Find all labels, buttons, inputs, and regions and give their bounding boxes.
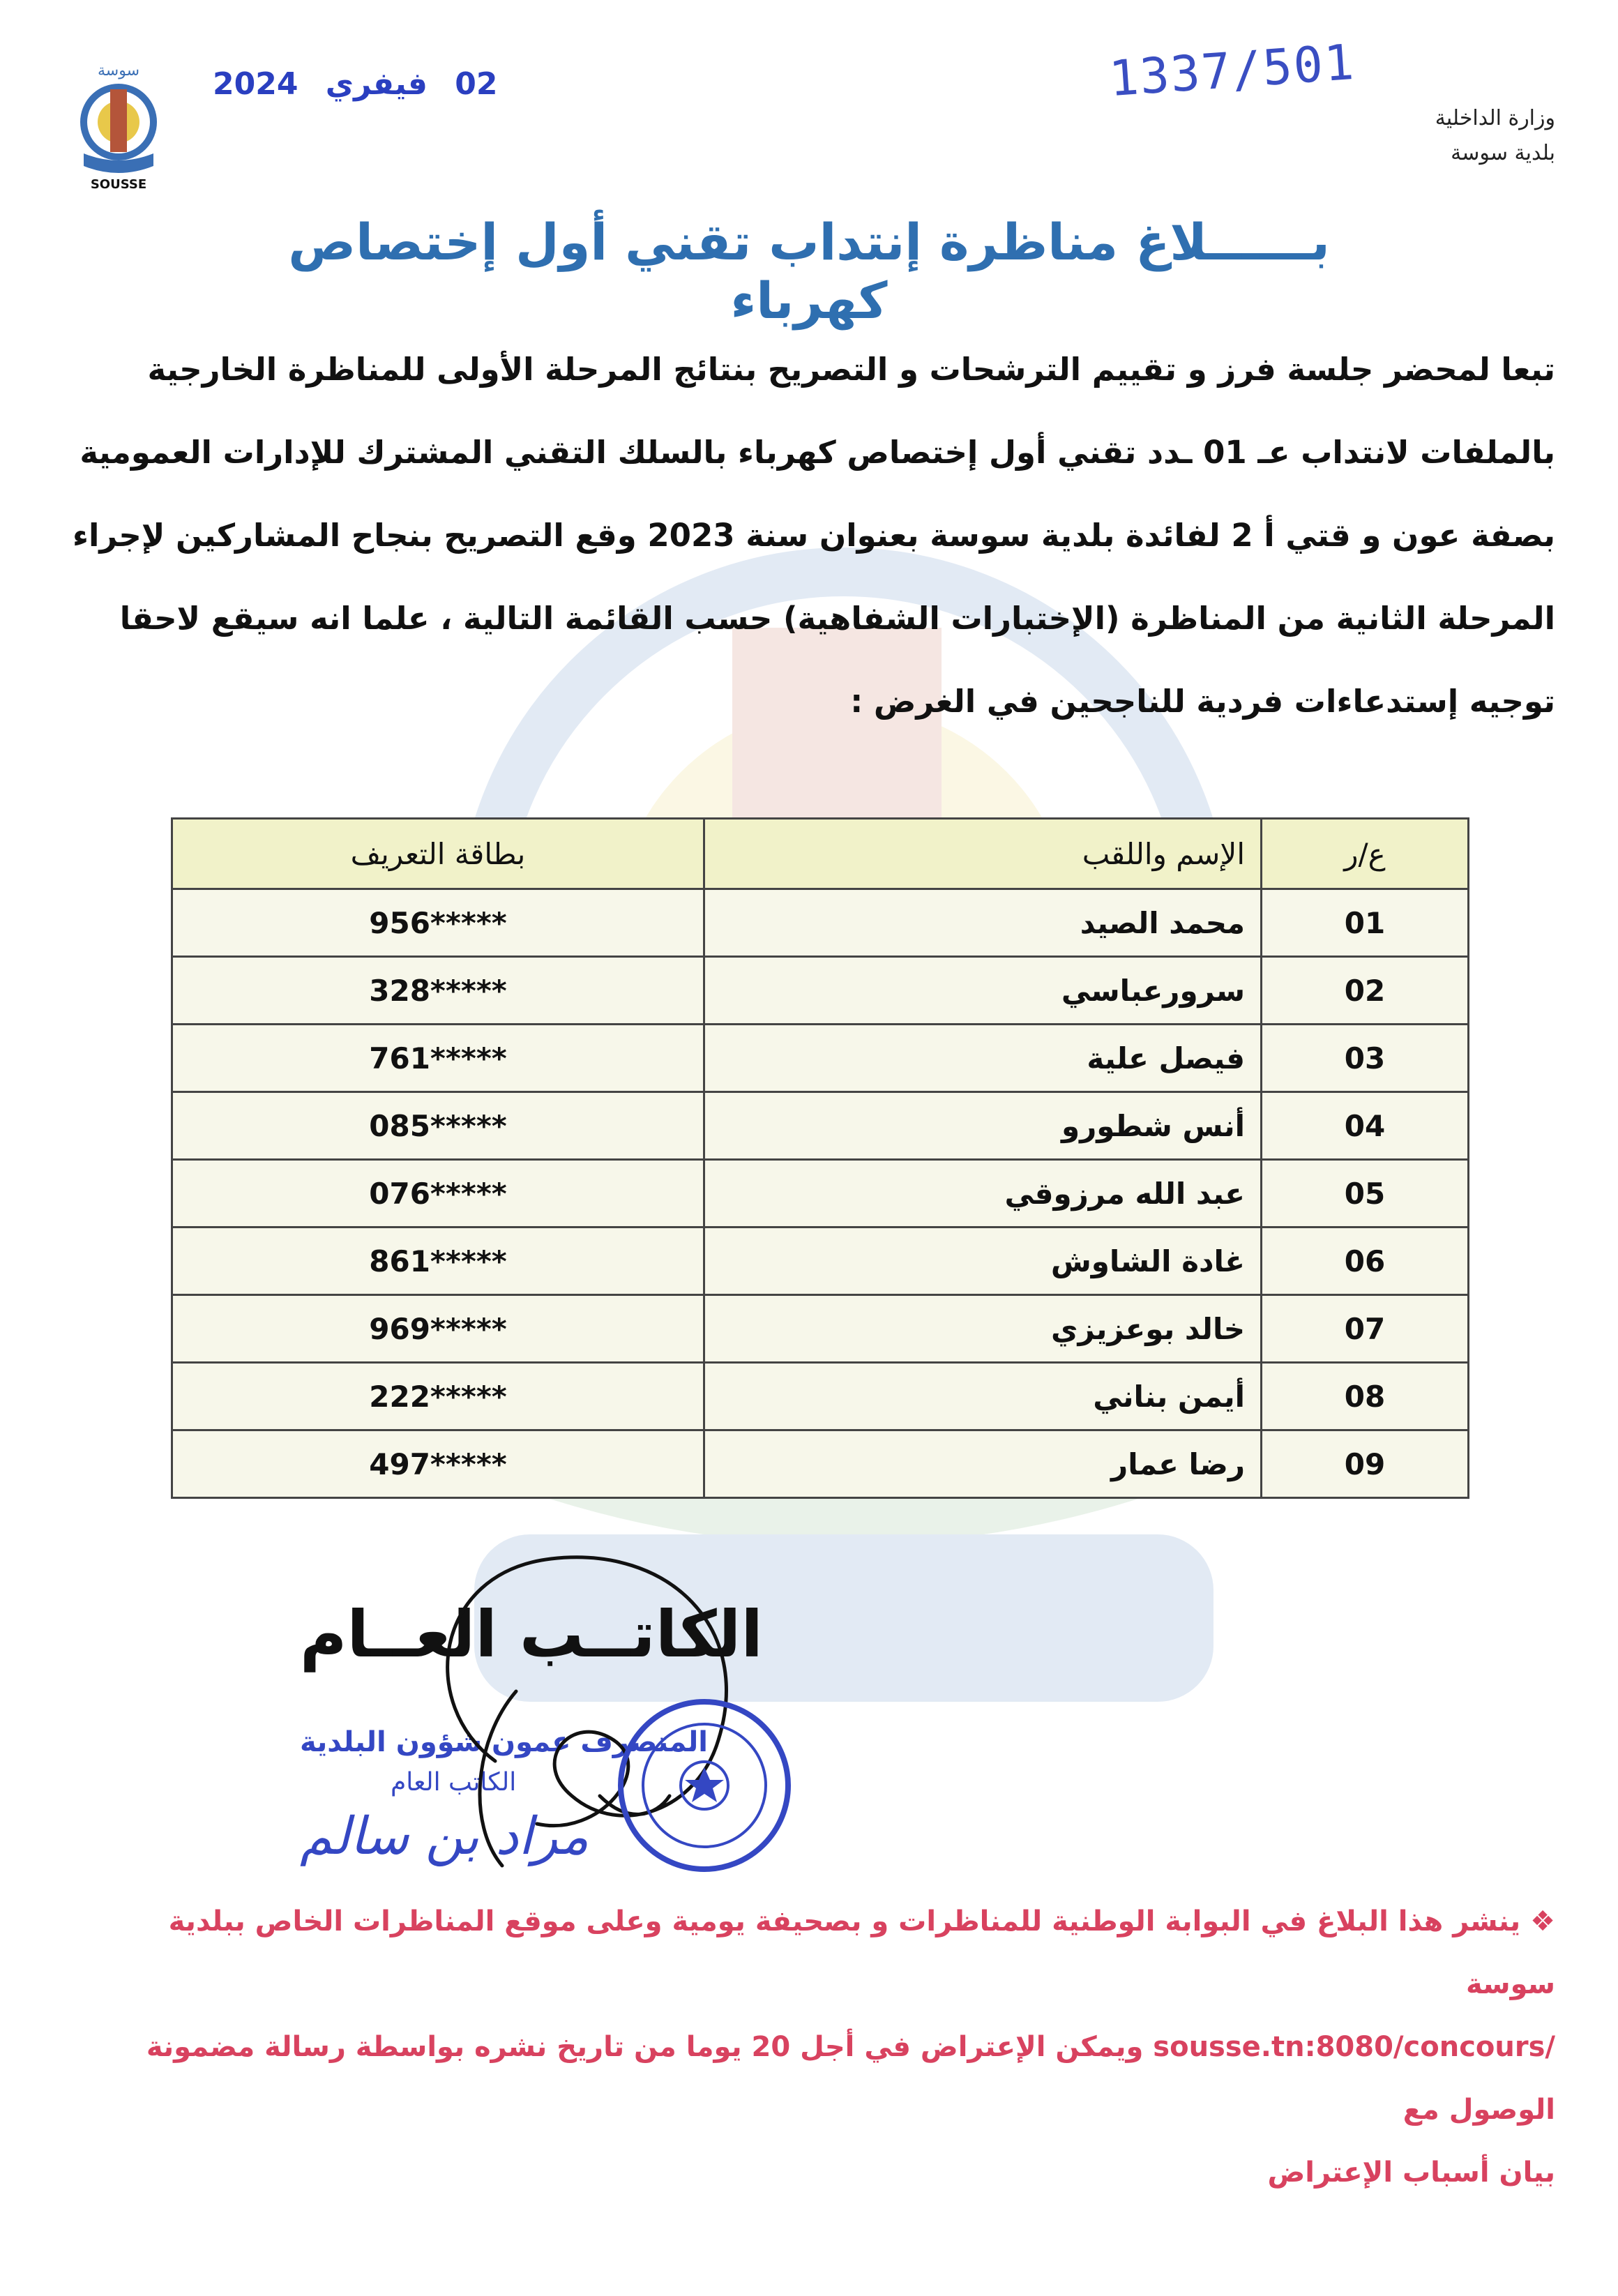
document-title: بــــــلاغ مناظرة إنتداب تقني أول إختصاص كهرباء	[288, 213, 1330, 330]
table-row	[172, 1160, 1469, 1228]
signatory-name: مراد بن سالم	[300, 1806, 589, 1866]
cell-num: 03	[1262, 1025, 1469, 1092]
signatory-subtitle: المتصرف عمون شؤون البلدية	[300, 1726, 708, 1758]
diamond-bullet-icon: ❖	[1530, 1905, 1555, 1938]
table-row	[172, 1025, 1469, 1092]
body-line: بصفة عون و قتي أ 2 لفائدة بلدية سوسة بعنوان سنة 2023 وقع التصريح بنجاح المشاركين لإجراء	[72, 517, 1555, 554]
cell-name: خالد بوعزيزي	[704, 1295, 1262, 1363]
cell-name: سرورعباسي	[704, 957, 1262, 1025]
cell-id: 761*****	[172, 1025, 704, 1092]
cell-id: 969*****	[172, 1295, 704, 1363]
body-line: تبعا لمحضر جلسة فرز و تقييم الترشحات و التصريح بنتائج المرحلة الأولى للمناظرة الخارجية	[147, 351, 1555, 388]
cell-id: 222*****	[172, 1363, 704, 1430]
footer-line-3: بيان أسباب الإعتراض	[1267, 2157, 1555, 2189]
table-row	[172, 1228, 1469, 1295]
ministry-header	[1435, 101, 1555, 171]
cell-num: 06	[1262, 1228, 1469, 1295]
sousse-logo	[70, 56, 167, 195]
cell-name: أيمن بناني	[704, 1363, 1262, 1430]
table-row	[172, 1092, 1469, 1160]
body-line: المرحلة الثانية من المناظرة (الإختبارات الشفاهية) حسب القائمة التالية ، علما انه سيقع لاحقا	[119, 600, 1555, 637]
header-id: بطاقة التعريف	[172, 819, 704, 889]
cell-id: 497*****	[172, 1430, 704, 1498]
reference-number: 1337/501	[1107, 33, 1357, 108]
table-row	[172, 957, 1469, 1025]
cell-id: 076*****	[172, 1160, 704, 1228]
header-num: ع/ر	[1262, 819, 1469, 889]
official-seal	[614, 1695, 795, 1876]
logo-top-text: سوسة	[97, 62, 140, 80]
cell-num: 07	[1262, 1295, 1469, 1363]
header-name: الإسم واللقب	[704, 819, 1262, 889]
cell-name: فيصل علية	[704, 1025, 1262, 1092]
cell-name: محمد الصيد	[704, 889, 1262, 957]
announcement-body	[70, 328, 1555, 743]
table-row	[172, 1295, 1469, 1363]
date-month: فيفري	[325, 66, 428, 102]
footer-text-2: ويمكن الإعتراض في أجل 20 يوما من تاريخ نشره بواسطة رسالة مضمونة الوصول مع	[146, 2031, 1555, 2126]
body-line: بالملفات لانتداب عـ 01 ـدد تقني أول إختصاص كهرباء بالسلك التقني المشترك للإدارات العمومية	[80, 434, 1555, 471]
cell-name: غادة الشاوش	[704, 1228, 1262, 1295]
publication-note	[70, 1890, 1555, 2204]
date-stamp	[213, 66, 498, 102]
cell-id: 861*****	[172, 1228, 704, 1295]
cell-id: 956*****	[172, 889, 704, 957]
cell-id: 328*****	[172, 957, 704, 1025]
footer-line-1	[70, 1890, 1555, 2016]
body-line: توجيه إستدعاءات فردية للناجحين في الغرض :	[850, 683, 1555, 720]
footer-text-1: ينشر هذا البلاغ في البوابة الوطنية للمناظرات و بصحيفة يومية وعلى موقع المناظرات الخاص ببلدية سوسة	[168, 1905, 1555, 2000]
table-row	[172, 1430, 1469, 1498]
cell-num: 05	[1262, 1160, 1469, 1228]
table-row	[172, 1363, 1469, 1430]
signatory-role: الكاتب العام	[391, 1768, 517, 1797]
cell-id: 085*****	[172, 1092, 704, 1160]
table-row	[172, 889, 1469, 957]
cell-num: 09	[1262, 1430, 1469, 1498]
footer-line-2	[70, 2016, 1555, 2141]
signatory-title: الكاتــب العــام	[300, 1597, 763, 1672]
date-day: 02	[455, 66, 498, 102]
concours-url[interactable]: sousse.tn:8080/concours/	[1153, 2031, 1555, 2063]
municipality-name: بلدية سوسة	[1451, 141, 1555, 165]
cell-num: 01	[1262, 889, 1469, 957]
cell-num: 02	[1262, 957, 1469, 1025]
cell-num: 04	[1262, 1092, 1469, 1160]
ministry-name: وزارة الداخلية	[1435, 106, 1555, 130]
cell-num: 08	[1262, 1363, 1469, 1430]
cell-name: رضا عمار	[704, 1430, 1262, 1498]
cell-name: عبد الله مرزوقي	[704, 1160, 1262, 1228]
table-header-row	[172, 819, 1469, 889]
date-year: 2024	[213, 66, 298, 102]
logo-caption: SOUSSE	[90, 177, 147, 192]
cell-name: أنس شطورو	[704, 1092, 1262, 1160]
candidates-table	[171, 817, 1469, 1499]
